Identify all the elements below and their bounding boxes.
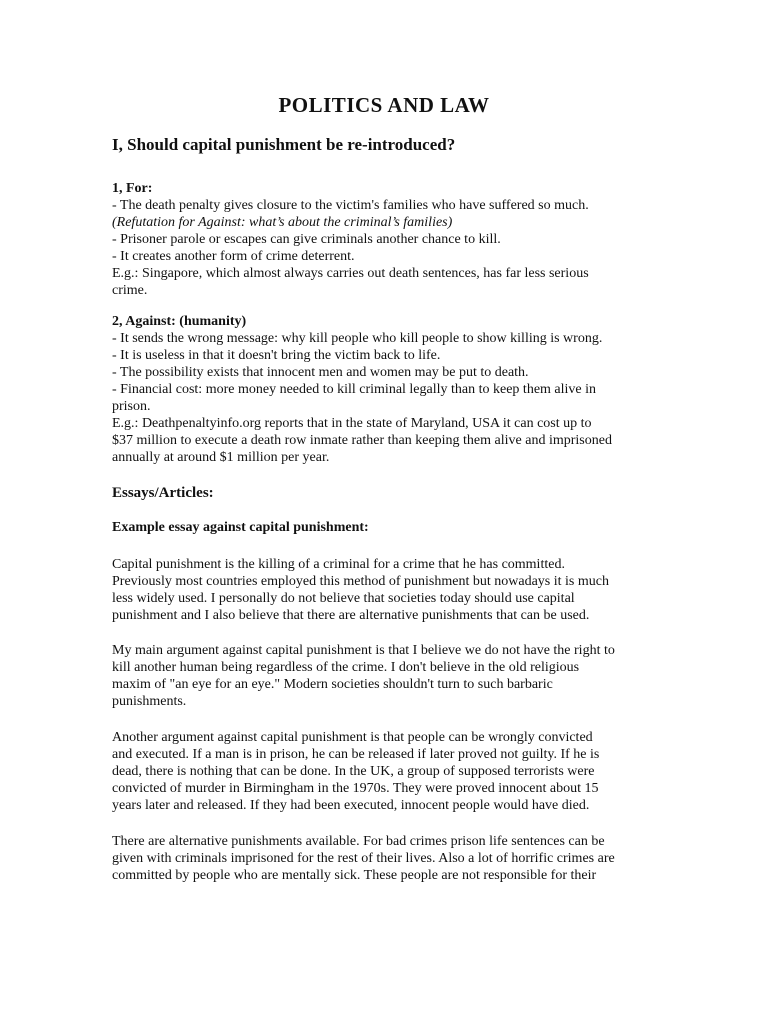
for-heading: 1, For: [112, 181, 153, 196]
against-heading: 2, Against: (humanity) [112, 314, 247, 329]
against-line: - It sends the wrong message: why kill people who kill people to show killing is wrong. [112, 331, 603, 346]
paragraph-line: Another argument against capital punishment is that people can be wrongly convicted [112, 730, 593, 745]
against-line: - Financial cost: more money needed to kill criminal legally than to keep them alive in [112, 382, 597, 397]
against-line: annually at around $1 million per year. [112, 450, 330, 465]
for-line: - Prisoner parole or escapes can give criminals another chance to kill. [112, 232, 501, 247]
paragraph-line: committed by people who are mentally sick. These people are not responsible for their [112, 868, 597, 883]
paragraph-line: and executed. If a man is in prison, he can be released if later proved not guilty. If he is [112, 747, 600, 762]
paragraph-line: My main argument against capital punishment is that I believe we do not have the right to [112, 643, 615, 658]
against-line: - It is useless in that it doesn't bring the victim back to life. [112, 348, 441, 363]
essay-paragraph-1 [112, 556, 660, 624]
for-line: E.g.: Singapore, which almost always carries out death sentences, has far less serious [112, 266, 589, 281]
essay-paragraph-4 [112, 833, 660, 884]
for-section [112, 180, 660, 299]
paragraph-line: punishment and I also believe that there are alternative punishments that can be used. [112, 608, 590, 623]
paragraph-line: maxim of "an eye for an eye." Modern societies shouldn't turn to such barbaric [112, 677, 553, 692]
for-line: crime. [112, 283, 148, 298]
essay-paragraph-3 [112, 729, 660, 814]
paragraph-line: There are alternative punishments available. For bad crimes prison life sentences can be [112, 834, 605, 849]
against-line: E.g.: Deathpenaltyinfo.org reports that in the state of Maryland, USA it can cost up to [112, 416, 592, 431]
for-line: - It creates another form of crime deterrent. [112, 249, 355, 264]
paragraph-line: kill another human being regardless of the crime. I don't believe in the old religious [112, 660, 580, 675]
paragraph-line: Capital punishment is the killing of a criminal for a crime that he has committed. [112, 557, 565, 572]
paragraph-line: less widely used. I personally do not believe that societies today should use capital [112, 591, 575, 606]
against-line: - The possibility exists that innocent men and women may be put to death. [112, 365, 529, 380]
page-title: POLITICS AND LAW [278, 93, 490, 117]
paragraph-line: convicted of murder in Birmingham in the 1970s. They were proved innocent about 15 [112, 781, 599, 796]
paragraph-line: years later and released. If they had been executed, innocent people would have died. [112, 798, 590, 813]
question-heading: I, Should capital punishment be re-introduced? [112, 135, 456, 154]
paragraph-line: given with criminals imprisoned for the rest of their lives. Also a lot of horrific crimes are [112, 851, 615, 866]
example-essay-heading: Example essay against capital punishment: [112, 520, 369, 535]
essay-paragraph-2 [112, 642, 660, 710]
against-line: $37 million to execute a death row inmate rather than keeping them alive and imprisoned [112, 433, 612, 448]
paragraph-line: dead, there is nothing that can be done. In the UK, a group of supposed terrorists were [112, 764, 595, 779]
for-line: - The death penalty gives closure to the victim's families who have suffered so much. [112, 198, 589, 213]
paragraph-line: Previously most countries employed this method of punishment but nowadays it is much [112, 574, 609, 589]
essays-heading: Essays/Articles: [112, 485, 214, 501]
against-section [112, 313, 660, 466]
paragraph-line: punishments. [112, 694, 187, 709]
for-refutation-line: (Refutation for Against: what’s about the criminal’s families) [112, 215, 453, 230]
against-line: prison. [112, 399, 151, 414]
